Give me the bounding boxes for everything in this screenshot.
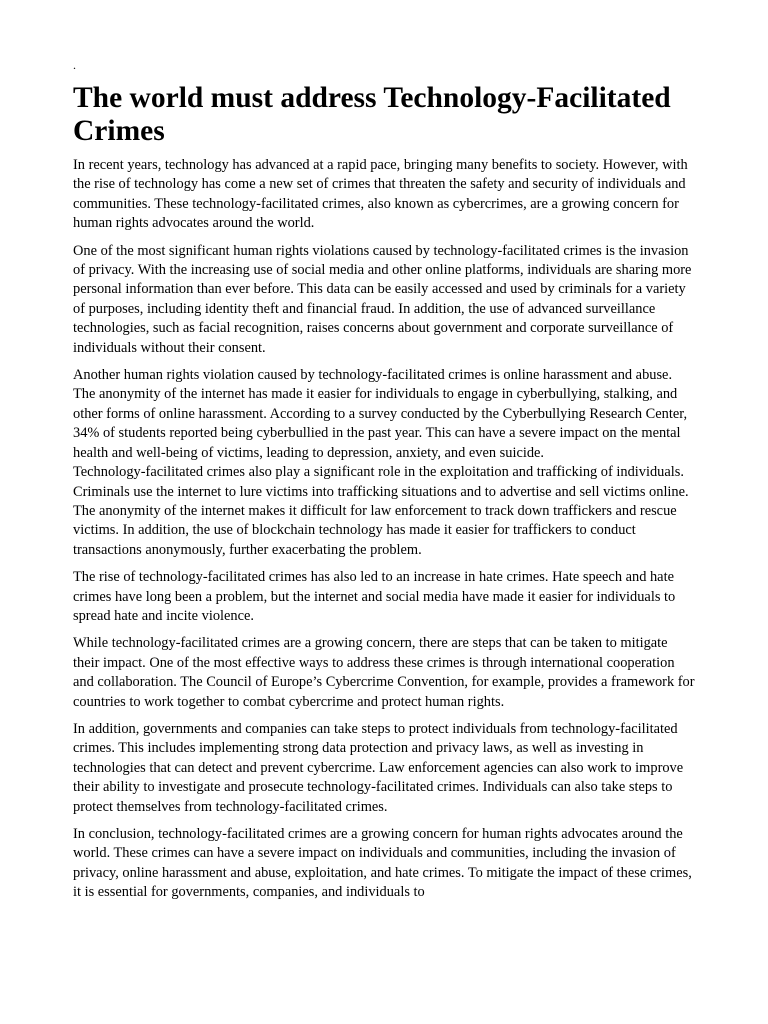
page-title: The world must address Technology-Facilitated Crimes bbox=[73, 82, 671, 147]
page-marker: . bbox=[73, 58, 76, 72]
paragraph-conclusion: In conclusion, technology-facilitated crimes are a growing concern for human rights advocates around the world. These crimes can have a severe impact on individuals and communities, including the invasion of privacy, online harassment and abuse, exploitation, and hate crimes. To mitigate the impact of these crimes, it is essential for governments, companies, and individuals to bbox=[73, 826, 692, 901]
paragraph-mitigation: While technology-facilitated crimes are a growing concern, there are steps that can be taken to mitigate their impact. One of the most effective ways to address these crimes is through international cooperation and collaboration. The Council of Europe’s Cybercrime Convention, for example, provides a framework for countries to work together to combat cybercrime and protect human rights. bbox=[73, 635, 695, 710]
paragraph-harassment: Another human rights violation caused by technology-facilitated crimes is online harassment and abuse. The anonymity of the internet has made it easier for individuals to engage in cyberbullying, stalking, and other forms of online harassment. According to a survey conducted by the Cyberbullying Research Center, 34% of students reported being cyberbullied in the past year. This can have a severe impact on the mental health and well-being of victims, leading to depression, anxiety, and even suicide. bbox=[73, 367, 688, 461]
paragraph-protection: In addition, governments and companies can take steps to protect individuals from technology-facilitated crimes. This includes implementing strong data protection and privacy laws, as well as investing in technologies that can detect and prevent cybercrime. Law enforcement agencies can also work to improve their ability to investigate and prosecute technology-facilitated crimes. Individuals can also take steps to protect themselves from technology-facilitated crimes. bbox=[73, 720, 684, 815]
paragraph-trafficking: Technology-facilitated crimes also play a significant role in the exploitation and trafficking of individuals. Criminals use the internet to lure victims into trafficking situations and to advertise and sell victims online. The anonymity of the internet makes it difficult for law enforcement to track down traffickers and rescue victims. In addition, the use of blockchain technology has made it easier for traffickers to conduct transactions anonymously, further exacerbating the problem. bbox=[73, 464, 689, 558]
paragraph-hate-crimes: The rise of technology-facilitated crimes has also led to an increase in hate crimes. Hate speech and hate crimes have long been a problem, but the internet and social media have made it easier for individuals to spread hate and incite violence. bbox=[73, 569, 676, 624]
paragraph-privacy: One of the most significant human rights violations caused by technology-facilitated crimes is the invasion of privacy. With the increasing use of social media and other online platforms, individuals are sharing more personal information than ever before. This data can be easily accessed and used by criminals for a variety of purposes, including identity theft and financial fraud. In addition, the use of advanced surveillance technologies, such as facial recognition, raises concerns about government and corporate surveillance of individuals without their consent. bbox=[73, 242, 692, 356]
paragraph-intro: In recent years, technology has advanced at a rapid pace, bringing many benefits to society. However, with the rise of technology has come a new set of crimes that threaten the safety and security of individuals and communities. These technology-facilitated crimes, also known as cybercrimes, are a growing concern for human rights advocates around the world. bbox=[73, 157, 688, 232]
document-page bbox=[73, 58, 695, 911]
